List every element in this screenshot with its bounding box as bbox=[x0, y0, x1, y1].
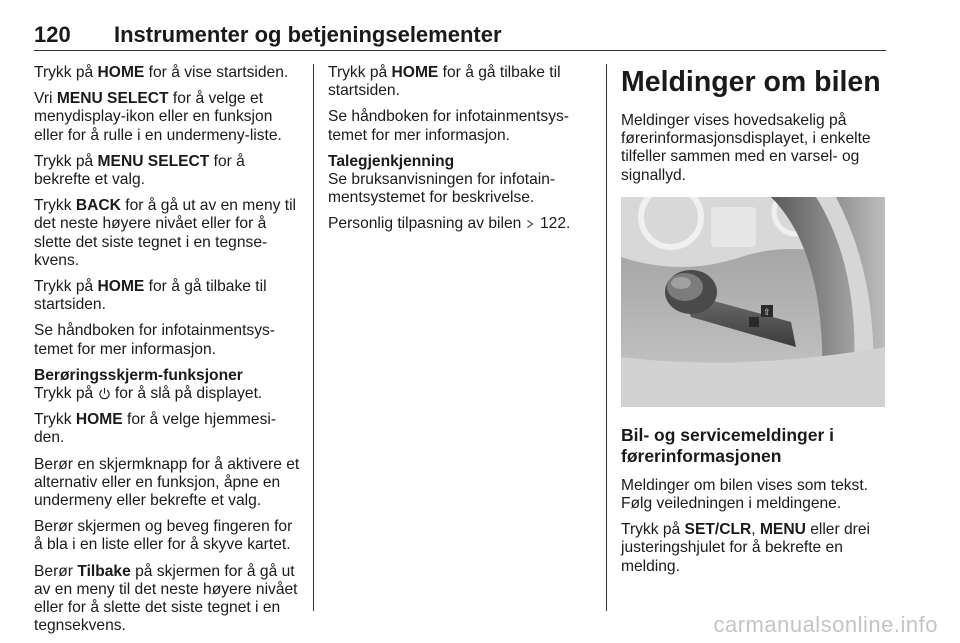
section-heading: Meldinger om bilen bbox=[621, 66, 881, 98]
subsection-heading: Bil- og servicemeldinger i førerinformasjonen bbox=[621, 424, 834, 466]
paragraph: Trykk på for å slå på displayet. bbox=[34, 385, 263, 403]
steering-column-stalk-photo bbox=[621, 197, 885, 407]
paragraph: Vri MENU SELECT for å velge et menydisplay-ikon eller en funksjon eller for å rulle i en undermeny-liste. bbox=[34, 90, 282, 144]
cross-reference: Personlig tilpasning av bilen 122. bbox=[328, 215, 571, 233]
paragraph: Berør skjermen og beveg fingeren for å bla i en liste eller for å skyve kartet. bbox=[34, 518, 293, 554]
paragraph: Se håndboken for infotainmentsys-temet for mer informasjon. bbox=[34, 322, 275, 358]
paragraph: Trykk på MENU SELECT for å bekrefte et valg. bbox=[34, 152, 245, 189]
column-divider bbox=[606, 64, 607, 611]
watermark: carmanualsonline.info bbox=[713, 612, 938, 637]
paragraph: Trykk på HOME for å gå tilbake til startsiden. bbox=[34, 278, 267, 314]
column-1 bbox=[34, 64, 300, 643]
intro-paragraph: Meldinger vises hovedsakelig på førerinformasjonsdisplayet, i enkelte tilfeller sammen med en varsel- og signallyd. bbox=[621, 112, 871, 184]
column-2 bbox=[328, 64, 590, 242]
paragraph: Trykk HOME for å velge hjemmesi-den. bbox=[34, 411, 277, 447]
page-number: 120 bbox=[34, 22, 71, 47]
subheading-voice: Talegjenkjenning bbox=[328, 152, 455, 170]
svg-text:⇧: ⇧ bbox=[763, 306, 771, 317]
power-icon bbox=[98, 387, 111, 400]
page-header bbox=[34, 22, 886, 52]
paragraph: Meldinger om bilen vises som tekst. Følg veiledningen i meldingene. bbox=[621, 476, 868, 513]
paragraph: Se bruksanvisningen for infotain-mentsystemet for beskrivelse. bbox=[328, 171, 556, 207]
column-3 bbox=[621, 64, 887, 584]
paragraph: Trykk BACK for å gå ut av en meny til det neste høyere nivået eller for å slette det siste tegnet i en tegnse-kvens. bbox=[34, 197, 297, 269]
paragraph: Berør Tilbake på skjermen for å gå ut av en meny til det neste høyere nivået eller for å slette det siste tegnet i en tegnsekvens. bbox=[34, 562, 298, 635]
header-rule bbox=[34, 50, 886, 51]
paragraph: Trykk på HOME for å gå tilbake til startsiden. bbox=[328, 64, 561, 100]
paragraph: Trykk på HOME for å vise startsiden. bbox=[34, 64, 289, 81]
page-reference-icon bbox=[526, 218, 536, 230]
column-divider bbox=[313, 64, 314, 611]
paragraph: Se håndboken for infotainmentsys-temet for mer informasjon. bbox=[328, 108, 569, 144]
page-title: Instrumenter og betjeningselementer bbox=[114, 22, 502, 47]
subheading-touchscreen: Berøringsskjerm-funksjoner bbox=[34, 366, 243, 384]
paragraph: Berør en skjermknapp for å aktivere et alternativ eller en funksjon, åpne en undermeny eller bekrefte et valg. bbox=[34, 455, 300, 510]
paragraph: Trykk på SET/CLR, MENU eller drei justeringshjulet for å bekrefte en melding. bbox=[621, 521, 870, 575]
